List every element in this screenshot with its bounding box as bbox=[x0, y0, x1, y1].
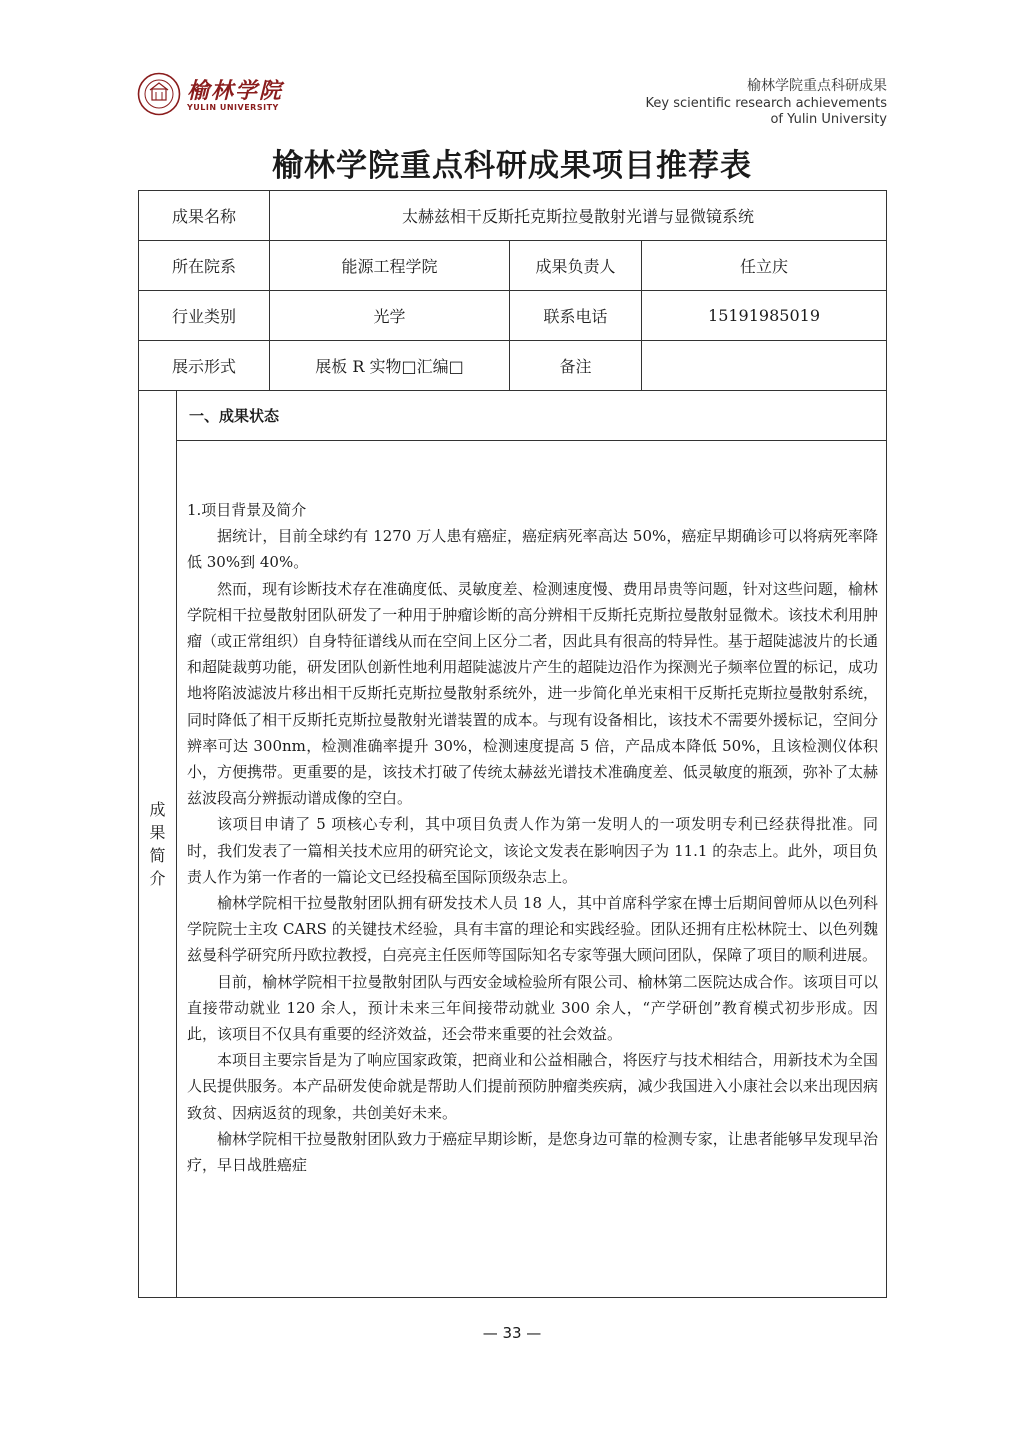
industry-value: 光学 bbox=[270, 291, 510, 341]
industry-label: 行业类别 bbox=[139, 291, 270, 341]
leader-value: 任立庆 bbox=[642, 241, 887, 291]
document-title: 榆林学院重点科研成果项目推荐表 bbox=[272, 148, 752, 184]
header-caption-cn: 榆林学院重点科研成果 bbox=[747, 78, 887, 94]
logo-wordmark: 榆林学院 bbox=[187, 78, 284, 104]
dept-label: 所在院系 bbox=[139, 241, 270, 291]
intro-paragraph: 然而，现有诊断技术存在准确度低、灵敏度差、检测速度慢、费用昂贵等问题，针对这些问题，榆林学院相干拉曼散射团队研发了一种用于肿瘤诊断的高分辨相干反斯托克斯拉曼散射显微术。该技术利用肿瘤（或正常组织）自身特征谱线从而在空间上区分二者，因此具有很高的特异性。基于超陡滤波片的长通和超陡裁剪功能，研发团队创新性地利用超陡滤波片产生的超陡边沿作为探测光子频率位置的标记，成功地将陷波滤波片移出相干反斯托克斯拉曼散射系统外，进一步简化单光束相干反斯托克斯拉曼散射系统，同时降低了相干反斯托克斯拉曼散射光谱装置的成本。与现有设备相比，该技术不需要外援标记，空间分辨率可达 300nm，检测准确率提升 30%，检测速度提高 5 倍，产品成本降低 50%，且该检测仪体积小，方便携带。更重要的是，该技术打破了传统太赫兹光谱技术准确度差、低灵敏度的瓶颈，弥补了太赫兹波段高分辨振动谱成像的空白。 bbox=[187, 579, 879, 808]
name-label: 成果名称 bbox=[139, 191, 270, 241]
name-value: 太赫兹相干反斯托克斯拉曼散射光谱与显微镜系统 bbox=[270, 191, 887, 241]
remark-value bbox=[642, 341, 887, 391]
remark-label: 备注 bbox=[510, 341, 642, 391]
leader-label: 成果负责人 bbox=[510, 241, 642, 291]
university-seal-icon bbox=[137, 72, 181, 116]
state-heading: 一、成果状态 bbox=[177, 391, 887, 441]
display-value: 展板 R 实物□汇编□ bbox=[270, 341, 510, 391]
intro-label-char: 成 bbox=[149, 800, 166, 819]
intro-paragraph: 据统计，目前全球约有 1270 万人患有癌症，癌症病死率高达 50%，癌症早期确诊可以将病死率降低 30%到 40%。 bbox=[187, 527, 879, 572]
form-row-display bbox=[139, 341, 887, 391]
university-logo bbox=[137, 72, 297, 120]
dept-value: 能源工程学院 bbox=[270, 241, 510, 291]
header-caption-en-2: of Yulin University bbox=[770, 112, 887, 127]
intro-paragraph: 榆林学院相干拉曼散射团队拥有研发技术人员 18 人，其中首席科学家在博士后期间曾师从以色列科学院院士主攻 CARS 的关键技术经验，具有丰富的理论和实践经验。团队还拥有庄松林院士、以色列魏兹曼科学研究所丹欧拉教授，白亮亮主任医师等国际知名专家等强大顾问团队，保障了项目的顺利进展。 bbox=[187, 894, 879, 965]
header-caption-en-1: Key scientific research achievements bbox=[645, 96, 887, 111]
phone-value: 15191985019 bbox=[642, 291, 887, 341]
intro-content bbox=[177, 441, 887, 1298]
form-row-name bbox=[139, 191, 887, 241]
intro-paragraph: 本项目主要宗旨是为了响应国家政策，把商业和公益相融合，将医疗与技术相结合，用新技术为全国人民提供服务。本产品研发使命就是帮助人们提前预防肿瘤类疾病，减少我国进入小康社会以来出现因病致贫、因病返贫的现象，共创美好未来。 bbox=[187, 1051, 879, 1122]
recommendation-form bbox=[138, 190, 887, 1298]
header-caption bbox=[646, 76, 887, 128]
intro-label-char: 简 bbox=[149, 846, 166, 865]
form-row-content bbox=[139, 441, 887, 1298]
form-row-industry bbox=[139, 291, 887, 341]
phone-label: 联系电话 bbox=[510, 291, 642, 341]
intro-label-char: 介 bbox=[149, 869, 166, 888]
intro-vertical-label bbox=[139, 391, 177, 1298]
background-subheading: 1.项目背景及简介 bbox=[187, 501, 307, 519]
intro-paragraph: 目前，榆林学院相干拉曼散射团队与西安金域检验所有限公司、榆林第二医院达成合作。该项目可以直接带动就业 120 余人，预计未来三年间接带动就业 300 余人，“产学研创”教育模式初步形成。因此，该项目不仅具有重要的经济效益，还会带来重要的社会效益。 bbox=[187, 972, 879, 1044]
display-label: 展示形式 bbox=[139, 341, 270, 391]
intro-label-char: 果 bbox=[149, 823, 166, 842]
page-number: — 33 — bbox=[482, 1324, 542, 1342]
intro-paragraph: 榆林学院相干拉曼散射团队致力于癌症早期诊断，是您身边可靠的检测专家，让患者能够早发现早治疗，早日战胜癌症 bbox=[187, 1129, 879, 1175]
form-row-state-heading bbox=[139, 391, 887, 441]
intro-paragraph: 该项目申请了 5 项核心专利，其中项目负责人作为第一发明人的一项发明专利已经获得批准。同时，我们发表了一篇相关技术应用的研究论文，该论文发表在影响因子为 11.1 的杂志上。此外，项目负责人作为第一作者的一篇论文已经投稿至国际顶级杂志上。 bbox=[187, 815, 879, 886]
logo-subtitle: YULIN UNIVERSITY bbox=[187, 103, 279, 112]
form-row-dept bbox=[139, 241, 887, 291]
